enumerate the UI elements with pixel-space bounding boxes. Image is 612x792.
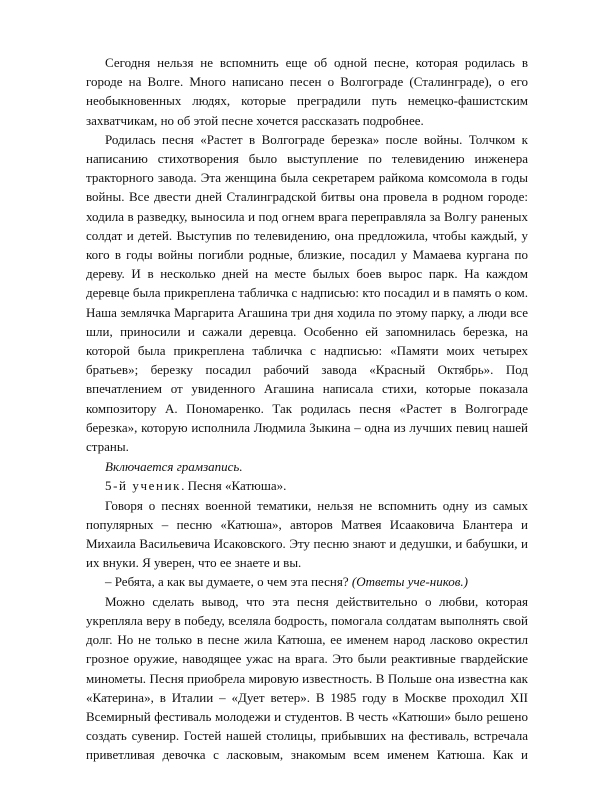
stage-direction: Включается грамзапись. bbox=[105, 459, 243, 475]
paragraph-katyusha: Говоря о песнях военной тематики, нельзя не вспомнить одну из самых популярных – песню «Катюша», авторов Матвея Исааковича Блантера и Михаила Васильевича Исаковского. Эту песню знают и дедушки, и бабушки, и их внуки. Я уверен, что ее знаете и вы. bbox=[86, 497, 528, 571]
document-page bbox=[86, 53, 528, 765]
speaker-line bbox=[86, 476, 528, 495]
paragraph-question bbox=[86, 572, 528, 591]
paragraph-conclusion: Можно сделать вывод, что эта песня действительно о любви, которая укрепляла веру в победу, вселяла бодрость, помогала солдатам выполнять свой долг. Но не только в песне жила Катюша, ее именем народ ласково окрестил грозное оружие, наводящее ужас на врага. Это были реактивные гвардейские минометы. Песня приобрела мировую известность. В Польше она известна как «Катерина», в Италии – «Дует ветер». В 1985 году в Москве проходил XII Всемирный фестиваль молодежи и студентов. В честь «Катюши» было решено создать сувенир. Гостей нашей столицы, прибывших на фестиваль, встречала приветливая девочка с ласковым, знакомым всем именем Катюша. Как и bbox=[86, 593, 528, 763]
question-text: – Ребята, а как вы думаете, о чем эта песня? bbox=[105, 574, 349, 590]
speaker-title: . Песня «Катюша». bbox=[181, 478, 287, 494]
question-note: (Ответы уче-ников.) bbox=[351, 574, 469, 590]
paragraph-intro: Сегодня нельзя не вспомнить еще об одной песне, которая родилась в городе на Волге. Много написано песен о Волгограде (Сталинграде), о его необыкновенных людях, которые преградили путь немецко-фашистским захватчикам, но об этой песне хочется рассказать подробнее. bbox=[86, 55, 528, 128]
speaker-label: 5-й ученик bbox=[105, 478, 182, 494]
paragraph-birch-song: Родилась песня «Растет в Волгограде березка» после войны. Толчком к написанию стихотворения было выступление по телевидению инженера тракторного завода. Эта женщина была секретарем райкома комсомола в годы войны. Все двести дней Сталинградской битвы она провела в родном городе: ходила в разведку, выносила и под огнем врага переправляла за Волгу раненых солдат и детей. Выступив по телевидению, она предложила, чтобы каждый, у кого в годы войны погибли родные, близкие, посадил у Мамаева кургана по дереву. И в несколько дней на месте былых боев вырос парк. На каждом деревце была прикреплена табличка с надписью: кто посадил и в память о ком. Наша землячка Маргарита Агашина три дня ходила по этому парку, а люди все шли, приносили и сажали деревца. Особенно ей запомнилась березка, на которой была прикреплена табличка с надписью: «Памяти моих четырех братьев»; березку посадил рабочий завода «Красный Октябрь». Под впечатлением от увиденного Агашина написала стихи, которые показала композитору А. Пономаренко. Так родилась песня «Растет в Волгограде березка», которую исполнила Людмила Зыкина – одна из лучших певиц нашей страны. bbox=[86, 131, 528, 455]
